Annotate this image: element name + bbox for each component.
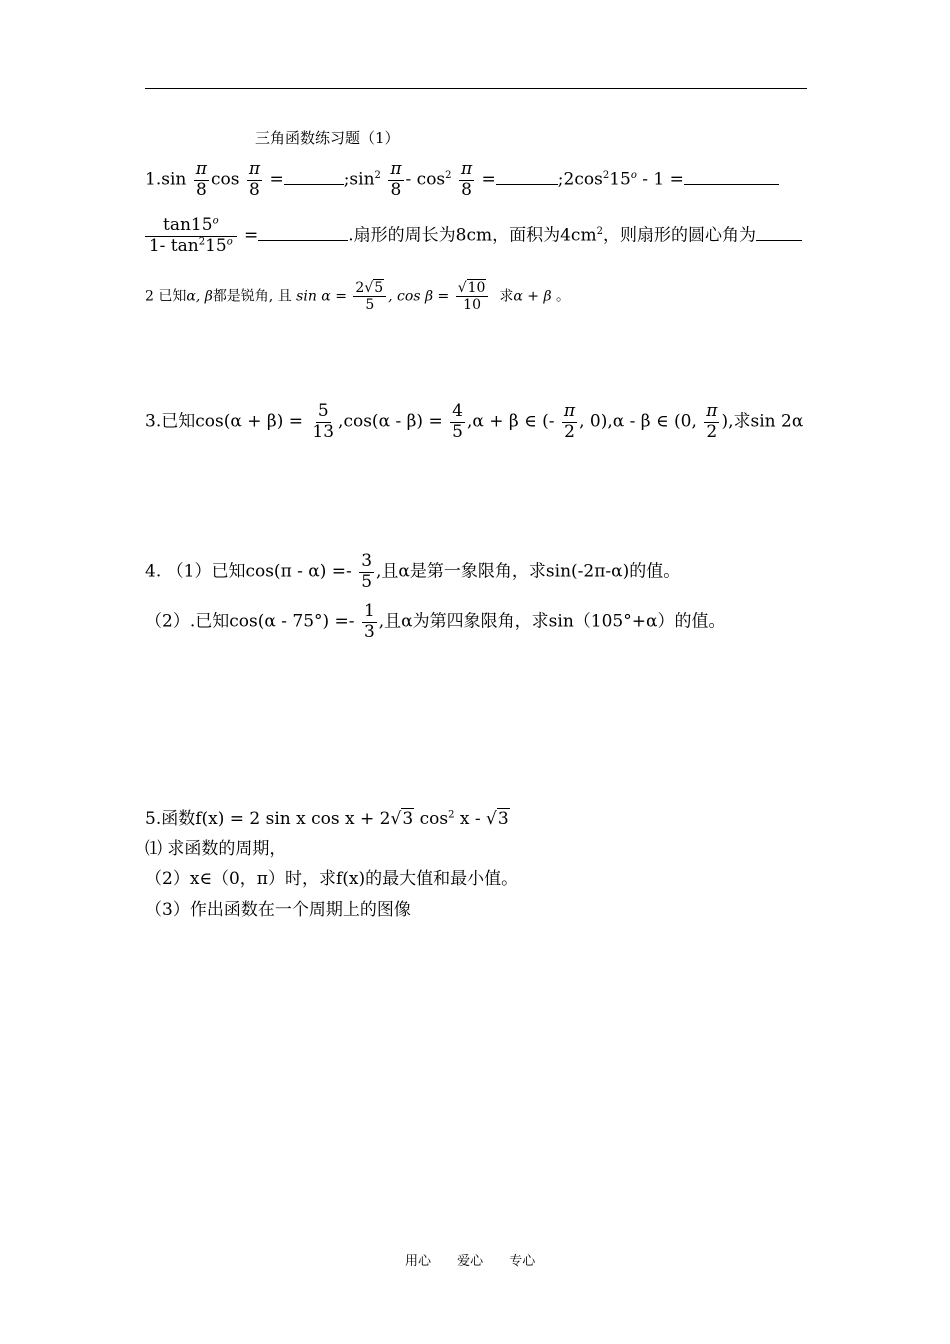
answer-blank[interactable] [756,239,802,241]
four-over-five: $\frac{4}{5}$ [452,401,463,442]
pi-over-2-fraction: $\frac{\pi}{2}$ [563,401,576,442]
page-title: 三角函数练习题（1） [255,129,400,147]
pi-over-8-fraction: $\frac{\pi}{8}$ [460,159,473,200]
question-1-line-2: $\frac{\tan 15^o}{1- \tan^215^o}$ = .扇形的周长为8cm，面积为$4cm^2$，则扇形的圆心角为 [145,216,802,256]
page-footer: 用心 爱心 专心 [405,1254,536,1269]
tan-fraction: $\frac{\tan 15^o}{1- \tan^215^o}$ [145,216,237,256]
pi-over-8-fraction: $\frac{\pi}{8}$ [248,159,261,200]
two-root-five-over-five: $\frac{2√5}{5}$ [353,280,386,313]
answer-blank[interactable] [496,183,558,185]
answer-blank[interactable] [684,183,779,185]
pi-over-2-fraction: $\frac{\pi}{2}$ [706,401,718,442]
answer-blank[interactable] [284,183,344,185]
question-5-sub-3: （3）作出函数在一个周期上的图像 [145,900,411,920]
question-5-sub-2: （2）x∈（0，π）时，求f(x)的最大值和最小值。 [145,869,519,889]
q1-number: 1. [145,169,162,190]
header-rule [145,88,807,89]
one-over-three: $\frac{1}{3}$ [363,601,375,642]
question-5-function: 5.函数f(x) = 2 sin x cos x + 2√3 $\cos^2 x - √3$ [145,809,509,829]
five-over-thirteen: $\frac{5}{13}$ [312,401,335,442]
question-2: 2 已知α, β都是锐角, 且 sin α = $\frac{2√5}{5}$ , cos β = $\frac{√10}{10}$ 求α + β 。 [145,280,570,314]
three-over-five: $\frac{3}{5}$ [361,551,373,592]
question-3: 3.已知cos(α + β) = $\frac{5}{13}$ ,cos(α - β) = $\frac{4}{5}$ ,α + β ∈ (- $\frac{\pi}{2}$ , 0),α - β ∈ (0, $\frac{\pi}{2}$ ),求sin 2α [145,401,804,442]
sector-question: .扇形的周长为8cm，面积为4cm [348,225,597,246]
question-1-line-1: 1.sin $\frac{\pi}{8}$ cos $\frac{\pi}{8}$ = $;\sin^2$ $\frac{\pi}{8}$ - $\cos^2$ $\frac{\pi}{8}$ = $;2\cos^215^o - 1$ = [145,160,779,200]
question-5-sub-1: ⑴ 求函数的周期， [145,839,287,859]
question-4-part-2: （2）.已知cos(α - 75°) =- $\frac{1}{3}$ ,且α为第四象限角，求sin（105°+α）的值。 [145,601,726,642]
pi-over-8-fraction: $\frac{\pi}{8}$ [195,159,207,200]
pi-over-8-fraction: $\frac{\pi}{8}$ [390,159,402,200]
question-4-part-1: 4. （1）已知cos(π - α) =- $\frac{3}{5}$ ,且α是第一象限角，求sin(-2π-α)的值。 [145,551,681,592]
root-ten-over-ten: $\frac{√10}{10}$ [456,280,489,313]
answer-blank[interactable] [258,239,348,241]
